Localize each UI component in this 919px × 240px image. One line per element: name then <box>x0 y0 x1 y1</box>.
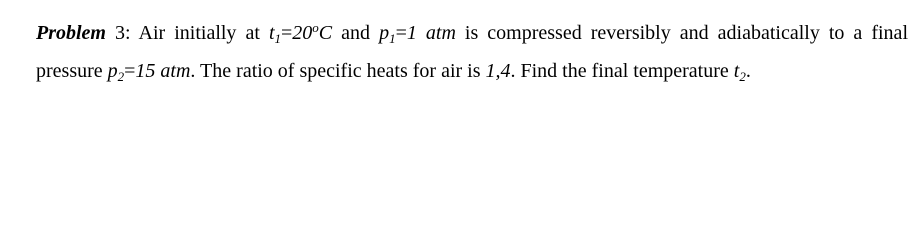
problem-number: 3 <box>115 22 126 44</box>
t1-unit: C <box>318 22 333 44</box>
t1-symbol: t <box>268 22 275 44</box>
ratio-text: . The ratio of specific heats for air is <box>190 60 486 82</box>
problem-statement <box>36 14 908 90</box>
t1-subscript: 1 <box>274 31 281 46</box>
final-period: . <box>745 60 751 82</box>
t2-symbol: t <box>733 60 740 82</box>
p2-symbol: p <box>107 60 118 82</box>
p1-symbol: p <box>379 22 390 44</box>
p1-subscript: 1 <box>389 31 396 46</box>
p1-value: 1 atm <box>406 22 456 44</box>
intro-text: Air initially at <box>130 22 269 44</box>
problem-heading: Problem <box>36 22 106 44</box>
equals-sign-1: = <box>281 22 293 44</box>
p2-value: 15 atm <box>135 60 191 82</box>
equals-sign-3: = <box>124 60 136 82</box>
problem-colon: : <box>125 22 131 44</box>
compress-text: is compressed reversibly and adiabatically to a final pressure <box>36 22 908 82</box>
degree-symbol: o <box>312 20 319 35</box>
and-text: and <box>332 22 380 44</box>
specific-heat-ratio-value: 1,4 <box>485 60 511 82</box>
t2-subscript: 2 <box>739 69 746 84</box>
t1-value: 20 <box>292 22 313 44</box>
find-text: . Find the final temperature <box>510 60 734 82</box>
p2-subscript: 2 <box>117 69 125 84</box>
equals-sign-2: = <box>395 22 407 44</box>
